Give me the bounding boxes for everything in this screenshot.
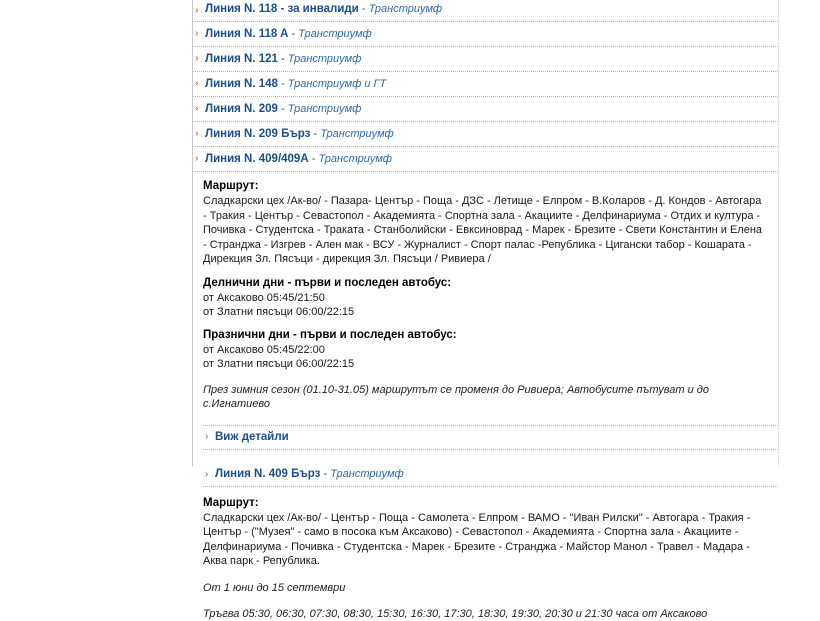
list-item[interactable] — [193, 0, 778, 22]
line-separator: - — [313, 128, 318, 140]
line-header-409-express[interactable] — [203, 468, 778, 487]
weekday-last-bus: от Златни пясъци 06:00/22:15 — [203, 305, 355, 318]
line-separator: - — [281, 53, 285, 65]
spacer — [203, 487, 778, 497]
line-name[interactable]: Линия N. 409 Бърз — [215, 467, 321, 480]
seasonal-note: През зимния сезон (01.10-31.05) маршрутът се променя до Ривиера; Автобусите пътуват и до с.Игнатиево — [203, 383, 709, 410]
line-operator: Транстриумф — [318, 153, 392, 165]
line-name[interactable]: Линия N. 118 - за инвалиди — [205, 3, 359, 15]
line-operator: Транстриумф и ГТ — [287, 78, 387, 90]
route-heading: Маршрут: — [203, 496, 259, 509]
line-separator: - — [291, 28, 296, 40]
chevron-right-icon: › — [195, 4, 199, 16]
list-item[interactable] — [193, 147, 778, 172]
content-column — [193, 0, 778, 621]
holiday-first-bus: от Аксаково 05:45/22:00 — [203, 343, 325, 356]
line-operator: Транстриумф — [287, 53, 362, 65]
holiday-last-bus: от Златни пясъци 06:00/22:15 — [203, 357, 355, 370]
chevron-right-icon: › — [195, 153, 199, 164]
chevron-right-icon: › — [195, 128, 199, 139]
line-operator: Транстриумф — [320, 128, 394, 140]
line-separator: - — [361, 3, 366, 15]
chevron-right-icon: › — [195, 53, 199, 64]
line-operator: Транстриумф — [368, 3, 443, 15]
chevron-right-icon: › — [195, 28, 199, 39]
weekday-heading: Делнични дни - първи и последен автобус: — [203, 276, 452, 289]
route-heading: Маршрут: — [203, 180, 259, 192]
departures-note: Тръгва 05:30, 06:30, 07:30, 08:30, 15:30, 16:30, 17:30, 18:30, 19:30, 20:30 и 21:30 часа от Аксаково — [203, 607, 708, 620]
list-item[interactable] — [193, 22, 778, 47]
list-item[interactable] — [193, 47, 778, 72]
line-operator: Транстриумф — [287, 103, 362, 115]
route-text: Сладкарски цех /Ак-во/ - Център - Поща - Самолета - Елпром - ВАМО - "Иван Рилски" - Автогара - Тракия - Център - ("Музея" - само в посока към Аксаково) - Севастопол - Академията - Спортна зала - Акациите - Делфинариума - Почивка - Студентска - Марек - Брезите - Странджа - Майстор Манол - Травел - Мадара - Аква парк - Република. — [203, 511, 751, 567]
line-name[interactable]: Линия N. 148 — [205, 78, 278, 90]
list-item[interactable] — [193, 122, 778, 147]
line-name[interactable]: Линия N. 409/409А — [205, 153, 309, 165]
line-name[interactable]: Линия N. 118 A — [205, 28, 289, 40]
line-operator: Транстриумф — [330, 467, 404, 480]
weekday-schedule — [203, 277, 778, 319]
weekday-first-bus: от Аксаково 05:45/21:50 — [203, 291, 325, 304]
chevron-right-icon: › — [195, 78, 199, 89]
line-separator: - — [281, 103, 285, 115]
line-operator: Транстриумф — [298, 28, 372, 40]
line-name[interactable]: Линия N. 209 Бърз — [205, 128, 311, 140]
holiday-schedule — [203, 329, 778, 371]
line-name[interactable]: Линия N. 209 — [205, 103, 278, 115]
line-detail-409-express — [193, 464, 778, 621]
line-separator: - — [323, 467, 328, 480]
chevron-right-icon: › — [205, 468, 209, 480]
view-details-link[interactable]: Виж детайли — [215, 430, 289, 443]
view-details-row[interactable] — [203, 425, 778, 450]
list-item[interactable] — [193, 72, 778, 97]
chevron-right-icon: › — [195, 103, 199, 114]
holiday-heading: Празнични дни - първи и последен автобус: — [203, 328, 457, 341]
line-separator: - — [281, 78, 285, 90]
chevron-right-icon: › — [205, 431, 209, 442]
section-spacer — [193, 450, 778, 464]
line-name[interactable]: Линия N. 121 — [205, 53, 278, 65]
right-vertical-divider — [778, 0, 779, 466]
route-text: Сладкарски цех /Ак-во/ - Пазара- Център - Поща - ДЗС - Летище - Елпром - В.Коларов - Д. Кондов - Автогара - Тракия - Център - Севастопол - Академията - Спортна зала - Акациите - Делфинариума - Отдих и култура - Почивка - Студентска - Траката - Станболийски - Евксиноврад - Марек - Брезите - Свети Константин и Елена - Странджа - Изгрев - Ален мак - ВСУ - Журналист - Спорт палас -Република - Цигански табор - Кошарата - Дирекция Зл. Пясъци - дирекция Зл. Пясъци / Ривиера / — [203, 195, 763, 265]
season-note: От 1 юни до 15 септември — [203, 581, 346, 594]
line-separator: - — [311, 153, 316, 165]
line-detail-409a — [193, 172, 778, 450]
list-item[interactable] — [193, 97, 778, 122]
